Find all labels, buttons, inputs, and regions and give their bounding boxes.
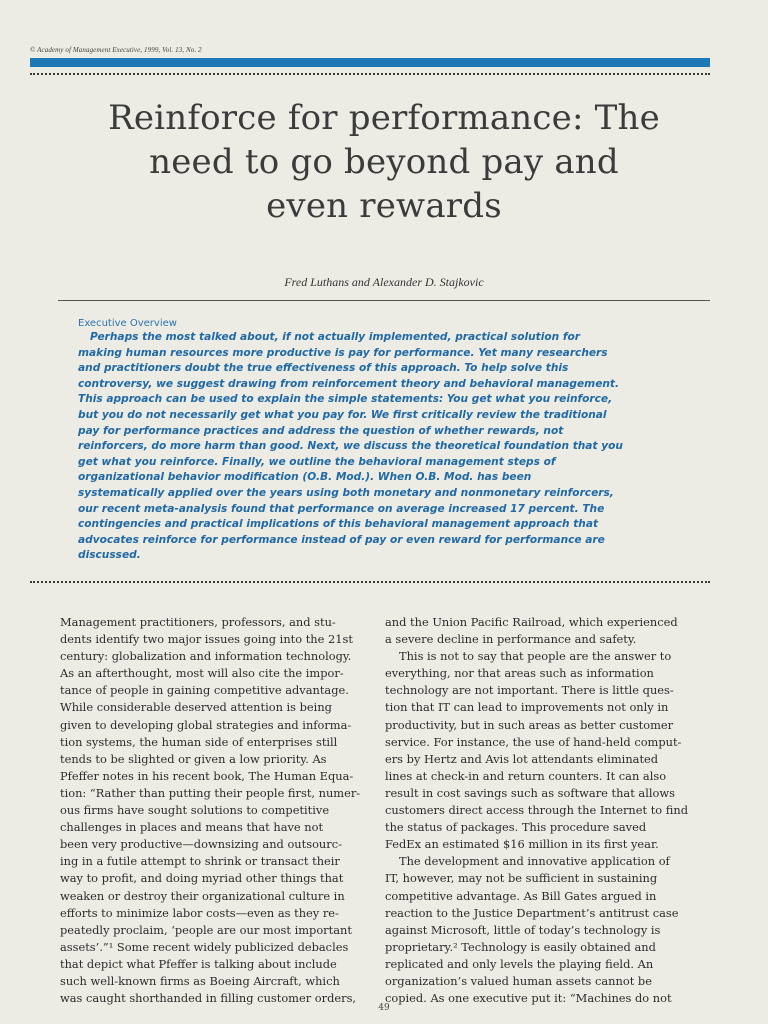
title-line: Reinforce for performance: The bbox=[108, 98, 660, 138]
text-line: pay for performance practices and address the question of whether rewards, not bbox=[78, 424, 564, 437]
text-line: ous firms have sought solutions to competitive bbox=[60, 803, 330, 818]
body-column-left bbox=[60, 614, 361, 1007]
text-line: ing in a futile attempt to shrink or transact their bbox=[60, 854, 340, 869]
text-line: weaken or destroy their organizational culture in bbox=[60, 888, 345, 903]
text-line: systematically applied over the years using both monetary and nonmonetary reinforcers, bbox=[78, 486, 614, 499]
text-line: but you do not necessarily get what you pay for. We first critically review the traditional bbox=[78, 408, 607, 421]
text-line: IT, however, may not be sufficient in sustaining bbox=[385, 871, 658, 886]
text-line: copied. As one executive put it: “Machines do not bbox=[385, 991, 672, 1006]
text-line: replicated and only levels the playing field. An bbox=[385, 956, 654, 971]
body-column-right bbox=[385, 614, 715, 1007]
text-line: organizational behavior modification (O.B. Mod.). When O.B. Mod. has been bbox=[78, 471, 532, 484]
text-line: that depict what Pfeffer is talking about include bbox=[60, 956, 337, 971]
text-line: Pfeffer notes in his recent book, The Human Equa- bbox=[60, 768, 354, 783]
text-line: tion: “Rather than putting their people first, numer- bbox=[60, 785, 361, 800]
text-line: efforts to minimize labor costs—even as they re- bbox=[60, 905, 339, 920]
text-line: As an afterthought, most will also cite the impor- bbox=[60, 666, 344, 681]
text-line: advocates reinforce for performance instead of pay or even reward for performance are bbox=[78, 533, 605, 546]
text-line: While considerable deserved attention is being bbox=[60, 700, 332, 715]
text-line: our recent meta-analysis found that performance on average increased 17 percent. The bbox=[78, 502, 605, 515]
text-line: proprietary.² Technology is easily obtained and bbox=[385, 939, 656, 954]
text-line: reinforcers, do more harm than good. Next, we discuss the theoretical foundation that you bbox=[78, 440, 623, 453]
text-line: tance of people in gaining competitive advantage. bbox=[60, 683, 349, 698]
text-line: customers direct access through the Internet to find bbox=[385, 803, 688, 818]
accent-bar bbox=[30, 58, 710, 67]
text-line: century: globalization and information technology. bbox=[60, 649, 352, 664]
text-line: given to developing global strategies and informa- bbox=[60, 717, 352, 732]
text-line: and the Union Pacific Railroad, which experienced bbox=[385, 615, 678, 629]
text-line: This approach can be used to explain the simple statements: You get what you reinforce, bbox=[78, 393, 613, 406]
text-line: been very productive—downsizing and outsourc- bbox=[60, 837, 342, 852]
text-line: The development and innovative application of bbox=[399, 854, 670, 869]
text-line: dents identify two major issues going into the 21st bbox=[60, 632, 353, 647]
text-line: Management practitioners, professors, and stu- bbox=[60, 615, 336, 629]
text-line: tion systems, the human side of enterprises still bbox=[60, 734, 338, 749]
text-line: ers by Hertz and Avis lot attendants eliminated bbox=[385, 751, 659, 766]
overview-body bbox=[78, 330, 668, 564]
text-line: making human resources more productive is pay for performance. Yet many researchers bbox=[78, 346, 608, 359]
article-title bbox=[40, 96, 728, 228]
text-line: This is not to say that people are the answer to bbox=[399, 649, 672, 664]
text-line: the status of packages. This procedure saved bbox=[385, 820, 647, 835]
dotted-divider-middle bbox=[30, 581, 710, 583]
dotted-divider-top bbox=[30, 73, 710, 75]
text-line: result in cost savings such as software that allows bbox=[385, 785, 675, 800]
text-line: such well-known firms as Boeing Aircraft, which bbox=[60, 973, 340, 988]
text-line: challenges in places and means that have not bbox=[60, 820, 324, 835]
title-line: need to go beyond pay and bbox=[149, 142, 619, 182]
text-line: organization’s valued human assets cannot be bbox=[385, 973, 652, 988]
text-line: technology are not important. There is little ques- bbox=[385, 683, 674, 698]
text-line: against Microsoft, little of today’s technology is bbox=[385, 922, 661, 937]
page-number: 49 bbox=[378, 1003, 390, 1013]
text-line: way to profit, and doing myriad other things that bbox=[60, 871, 344, 886]
text-line: assets’.”¹ Some recent widely publicized debacles bbox=[60, 939, 349, 954]
text-line: and practitioners doubt the true effectiveness of this approach. To help solve this bbox=[78, 362, 569, 375]
text-line: competitive advantage. As Bill Gates argued in bbox=[385, 888, 657, 903]
executive-overview bbox=[78, 317, 668, 564]
text-line: tion that IT can lead to improvements not only in bbox=[385, 700, 669, 715]
text-line: peatedly proclaim, ‘people are our most important bbox=[60, 922, 352, 937]
text-line: FedEx an estimated $16 million in its first year. bbox=[385, 837, 659, 852]
text-line: controversy, we suggest drawing from reinforcement theory and behavioral management. bbox=[78, 377, 620, 390]
running-head: © Academy of Management Executive, 1999, Vol. 13, No. 2 bbox=[30, 46, 202, 54]
text-line: everything, nor that areas such as information bbox=[385, 666, 654, 681]
text-line: a severe decline in performance and safety. bbox=[385, 632, 637, 647]
text-line: discussed. bbox=[78, 549, 141, 562]
text-line: tends to be slighted or given a low priority. As bbox=[60, 751, 327, 766]
text-line: get what you reinforce. Finally, we outline the behavioral management steps of bbox=[78, 455, 556, 468]
text-line: Perhaps the most talked about, if not actually implemented, practical solution for bbox=[90, 331, 580, 343]
author-rule bbox=[58, 300, 710, 301]
text-line: productivity, but in such areas as better customer bbox=[385, 717, 674, 732]
overview-label: Executive Overview bbox=[78, 318, 177, 329]
text-line: service. For instance, the use of hand-held comput- bbox=[385, 734, 682, 749]
title-line: even rewards bbox=[266, 186, 502, 226]
text-line: was caught shorthanded in filling customer orders, bbox=[60, 991, 357, 1006]
text-line: contingencies and practical implications of this behavioral management approach that bbox=[78, 518, 599, 531]
author-byline: Fred Luthans and Alexander D. Stajkovic bbox=[284, 275, 484, 289]
text-line: reaction to the Justice Department’s antitrust case bbox=[385, 905, 679, 920]
text-line: lines at check-in and return counters. It can also bbox=[385, 768, 667, 783]
